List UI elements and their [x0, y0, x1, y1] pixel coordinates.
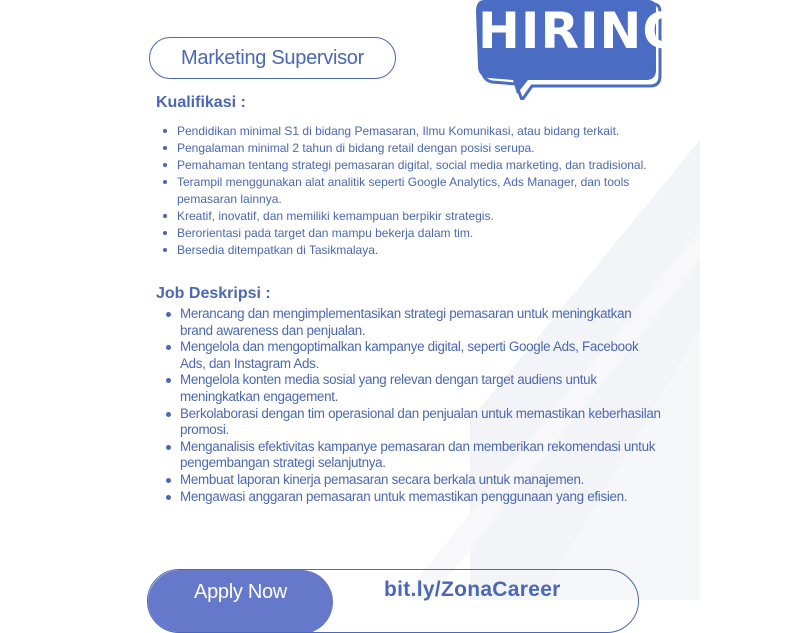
- job-description-heading: Job Deskripsi :: [156, 285, 271, 302]
- list-item: Merancang dan mengimplementasikan strategi pemasaran untuk meningkatkan brand awareness dan penjualan.: [166, 306, 666, 339]
- list-item: Berkolaborasi dengan tim operasional dan penjualan untuk memastikan keberhasilan promosi.: [166, 406, 666, 439]
- list-item: Pemahaman tentang strategi pemasaran digital, social media marketing, dan tradisional.: [163, 157, 663, 174]
- apply-link[interactable]: bit.ly/ZonaCareer: [384, 578, 561, 601]
- list-item: Berorientasi pada target dan mampu bekerja dalam tim.: [163, 225, 663, 242]
- apply-bar: [147, 569, 639, 633]
- qualifications-list: [163, 123, 663, 259]
- list-item: Menganalisis efektivitas kampanye pemasaran dan memberikan rekomendasi untuk pengembangan strategi selanjutnya.: [166, 439, 666, 472]
- list-item: Mengelola dan mengoptimalkan kampanye digital, seperti Google Ads, Facebook Ads, dan Instagram Ads.: [166, 339, 666, 372]
- job-description-list: [166, 306, 666, 505]
- hiring-badge-text: HIRING: [478, 2, 685, 60]
- list-item: Bersedia ditempatkan di Tasikmalaya.: [163, 242, 663, 259]
- list-item: Terampil menggunakan alat analitik seperti Google Analytics, Ads Manager, dan tools pemasaran lainnya.: [163, 174, 663, 208]
- list-item: Mengawasi anggaran pemasaran untuk memastikan penggunaan yang efisien.: [166, 489, 666, 506]
- list-item: Pengalaman minimal 2 tahun di bidang retail dengan posisi serupa.: [163, 140, 663, 157]
- qualifications-heading: Kualifikasi :: [156, 94, 246, 111]
- list-item: Pendidikan minimal S1 di bidang Pemasaran, Ilmu Komunikasi, atau bidang terkait.: [163, 123, 663, 140]
- list-item: Kreatif, inovatif, dan memiliki kemampuan berpikir strategis.: [163, 208, 663, 225]
- list-item: Membuat laporan kinerja pemasaran secara berkala untuk manajemen.: [166, 472, 666, 489]
- apply-now-button[interactable]: Apply Now: [148, 570, 333, 633]
- list-item: Mengelola konten media sosial yang relevan dengan target audiens untuk meningkatkan engagement.: [166, 372, 666, 405]
- position-title: Marketing Supervisor: [149, 37, 396, 79]
